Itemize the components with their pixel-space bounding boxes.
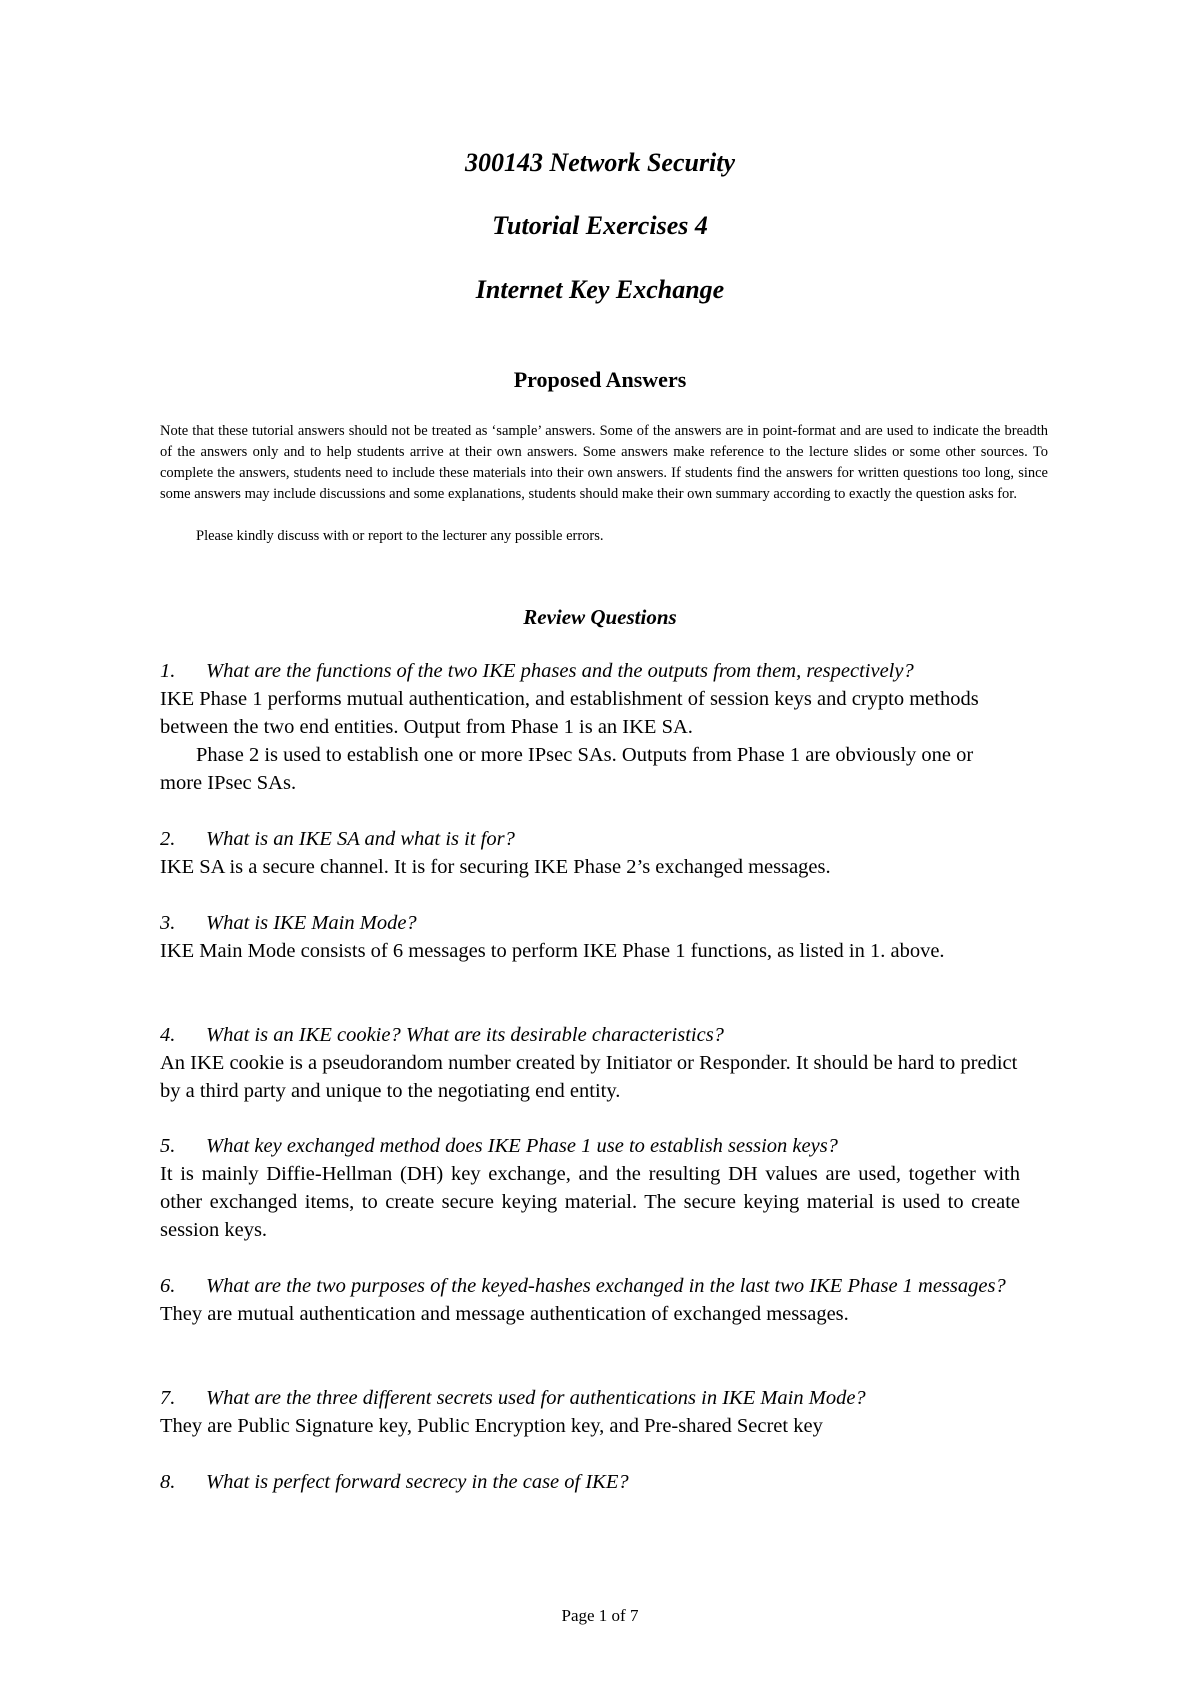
- question-number: 1.: [160, 660, 176, 682]
- question-6: [160, 1272, 1060, 1300]
- question-text: What is an IKE SA and what is it for?: [206, 828, 515, 850]
- question-text: What is perfect forward secrecy in the case of IKE?: [206, 1471, 629, 1493]
- proposed-answers-heading: Proposed Answers: [513, 367, 687, 392]
- question-2: [160, 825, 1060, 853]
- answer-2: IKE SA is a secure channel. It is for securing IKE Phase 2’s exchanged messages.: [160, 856, 831, 878]
- qa-item-2: [160, 825, 1060, 881]
- topic-title: Internet Key Exchange: [475, 275, 725, 304]
- question-number: 4.: [160, 1024, 176, 1046]
- question-number: 7.: [160, 1387, 176, 1409]
- answer-7: They are Public Signature key, Public Encryption key, and Pre-shared Secret key: [160, 1415, 823, 1437]
- page-number: Page 1 of 7: [561, 1606, 639, 1625]
- question-4: [160, 1021, 1060, 1049]
- question-number: 6.: [160, 1275, 176, 1297]
- answer-1-continued: Phase 2 is used to establish one or more IPsec SAs. Outputs from Phase 1 are obviously one or more IPsec SAs.: [160, 744, 974, 794]
- question-1: [160, 657, 1060, 685]
- qa-item-6: [160, 1272, 1060, 1328]
- qa-item-5: [160, 1132, 1060, 1244]
- question-number: 5.: [160, 1135, 176, 1157]
- qa-item-3: [160, 909, 1060, 965]
- qa-item-7: [160, 1384, 1060, 1440]
- answer-3: IKE Main Mode consists of 6 messages to perform IKE Phase 1 functions, as listed in 1. above.: [160, 940, 945, 962]
- answer-4: An IKE cookie is a pseudorandom number created by Initiator or Responder. It should be hard to predict by a third party and unique to the negotiating end entity.: [160, 1052, 1018, 1102]
- question-number: 8.: [160, 1471, 176, 1493]
- question-number: 2.: [160, 828, 176, 850]
- note-paragraph: Note that these tutorial answers should not be treated as ‘sample’ answers. Some of the answers are in point-format and are used to indicate the breadth of the answers only and to help students arrive at their own answers. Some answers make reference to the lecture slides or some other sources. To complete the answers, students need to include these materials into their own answers. If students find the answers for written questions too long, since some answers may include discussions and some explanations, students should make their own summary according to exactly the question asks for.: [160, 423, 1048, 502]
- answer-1: IKE Phase 1 performs mutual authentication, and establishment of session keys and crypto methods between the two end entities. Output from Phase 1 is an IKE SA.: [160, 688, 979, 738]
- question-number: 3.: [160, 912, 176, 934]
- question-8: [160, 1468, 1060, 1496]
- course-title: 300143 Network Security: [464, 148, 736, 177]
- question-3: [160, 909, 1060, 937]
- tutorial-title: Tutorial Exercises 4: [492, 211, 708, 240]
- note-request: Please kindly discuss with or report to the lecturer any possible errors.: [196, 528, 604, 544]
- question-text: What are the three different secrets used for authentications in IKE Main Mode?: [206, 1387, 866, 1409]
- answer-5: It is mainly Diffie-Hellman (DH) key exchange, and the resulting DH values are used, together with other exchanged items, to create secure keying material. The secure keying material is used to create session keys.: [160, 1163, 1020, 1241]
- question-5: [160, 1132, 1060, 1160]
- question-text: What are the functions of the two IKE phases and the outputs from them, respectively?: [206, 660, 914, 682]
- review-questions-heading: Review Questions: [523, 605, 677, 629]
- qa-item-4: [160, 1021, 1060, 1105]
- qa-item-1: [160, 657, 1060, 797]
- answer-6: They are mutual authentication and message authentication of exchanged messages.: [160, 1303, 849, 1325]
- question-7: [160, 1384, 1060, 1412]
- qa-item-8: [160, 1468, 1060, 1496]
- question-text: What are the two purposes of the keyed-hashes exchanged in the last two IKE Phase 1 messages?: [206, 1275, 1006, 1297]
- question-text: What key exchanged method does IKE Phase 1 use to establish session keys?: [206, 1135, 838, 1157]
- question-text: What is IKE Main Mode?: [206, 912, 417, 934]
- question-text: What is an IKE cookie? What are its desirable characteristics?: [206, 1024, 724, 1046]
